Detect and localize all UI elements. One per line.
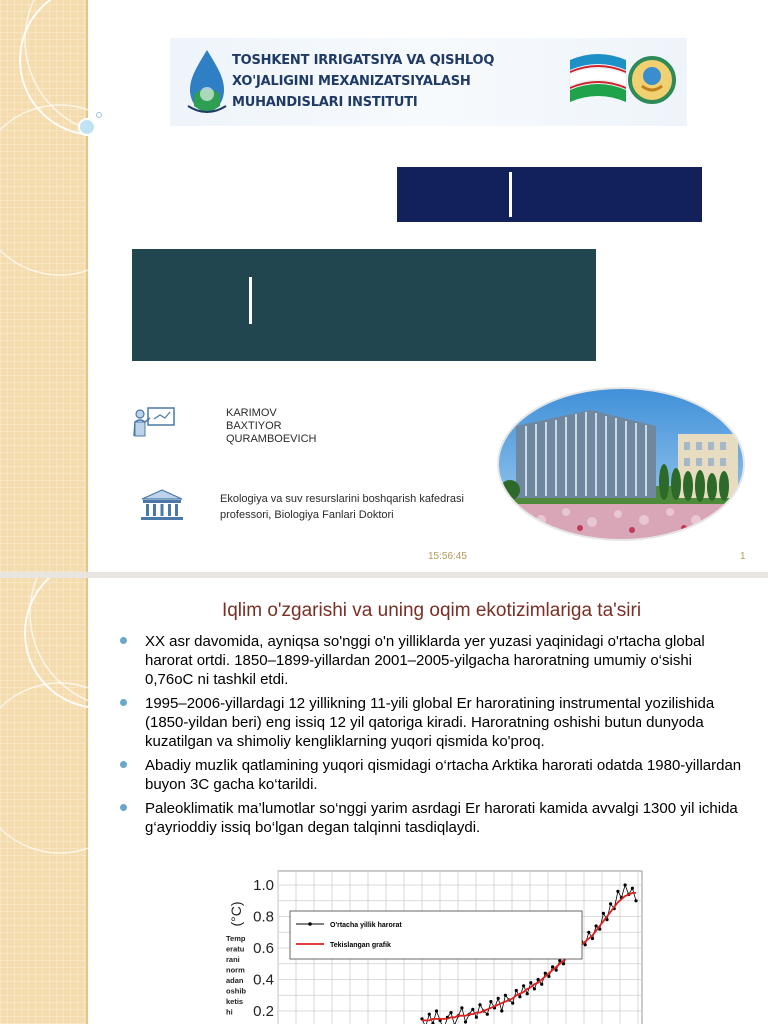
y-tick-label: 0.6 <box>253 940 274 957</box>
data-point-annual <box>595 924 598 927</box>
data-point-annual <box>435 1009 438 1012</box>
bullet-text: XX asr davomida, ayniqsa so'nggi o'n yilliklarda yer yuzasi yaqinidagi o'rtacha global harorat ortdi. 1850–1899-yillardan 2001–2005-yilgacha haroratning umumiy o‘sishi 0,76oC ni tashkil etdi. <box>145 633 705 688</box>
y-axis-label: Temp eratu rani norm adan oshib ketis hi <box>226 934 246 1017</box>
data-point-annual <box>587 931 590 934</box>
data-point-annual <box>624 883 627 886</box>
presentation-subtitle-box[interactable] <box>132 249 596 361</box>
institute-name: TOSHKENT IRRIGATSIYA VA QISHLOQ XO'JALIGINI MEXANIZATSIYALASH MUHANDISLARI INSTITUTI <box>232 53 495 110</box>
data-point-annual <box>529 981 532 984</box>
data-point-annual <box>478 1003 481 1006</box>
data-point-annual <box>500 1009 503 1012</box>
author-name <box>226 407 316 446</box>
temperature-chart-svg <box>222 867 650 1024</box>
temperature-chart <box>222 867 650 1024</box>
author-position: Ekologiya va suv resurslarini boshqarish kafedrasi professori, Biologiya Fanlari Doktori <box>220 493 464 521</box>
y-tick-label: 0.2 <box>253 1003 274 1020</box>
bullet-list <box>118 632 743 842</box>
data-point-annual <box>504 994 507 997</box>
data-point-annual <box>489 1000 492 1003</box>
bullet-text: Paleoklimatik ma’lumotlar so‘nggi yarim asrdagi Er harorati kamida avvalgi 1300 yil ichida g‘ayrioddiy issiq bo‘lgan degan talqinni tasdiqlaydi. <box>145 800 738 836</box>
data-point-annual <box>540 983 543 986</box>
bullet-icon <box>120 637 127 644</box>
data-point-annual <box>609 902 612 905</box>
data-point-annual <box>602 912 605 915</box>
author-first-name: BAXTIYOR <box>226 420 282 432</box>
legend-marker-annual <box>308 922 312 926</box>
data-point-annual <box>515 989 518 992</box>
data-point-annual <box>464 1020 467 1023</box>
slide-number: 1 <box>740 551 746 562</box>
author-patronymic: QURAMBOEVICH <box>226 433 317 445</box>
data-point-annual <box>631 887 634 890</box>
institution-building-icon <box>139 488 185 522</box>
slide-title: Iqlim o'zgarishi va uning oqim ekotizimlariga ta'siri <box>221 600 642 621</box>
bullet-item <box>118 799 743 837</box>
data-point-annual <box>486 1013 489 1016</box>
text-cursor <box>249 277 252 324</box>
data-point-annual <box>518 995 521 998</box>
bullet-icon <box>120 699 127 706</box>
institute-logo-icon <box>184 46 230 118</box>
legend-label-annual: O'rtacha yillik harorat <box>330 922 402 929</box>
data-point-annual <box>460 1006 463 1009</box>
bullet-text: Abadiy muzlik qatlamining yuqori qismidagi o‘rtacha Arktika harorati odatda 1980-yillardan buyon 3C gacha ko‘tarildi. <box>145 757 742 793</box>
bullet-icon <box>120 761 127 768</box>
data-point-annual <box>634 899 637 902</box>
university-building-photo <box>496 386 746 542</box>
bullet-text: 1995–2006-yillardagi 12 yillikning 11-yili global Er haroratining instrumental yozilishida (1850-yildan beri) eng issiq 12 yil qatoriga kiradi. Haroratning oshishi butun dunyoda kuzatilgan va shimoliy kengliklarning yuqori qismida ko'proq. <box>145 695 715 750</box>
legend-box <box>290 911 582 959</box>
bullet-item <box>118 756 743 794</box>
data-point-annual <box>522 984 525 987</box>
institute-banner <box>170 38 687 126</box>
data-point-annual <box>616 890 619 893</box>
presentation-title-box[interactable] <box>397 167 702 222</box>
data-point-annual <box>533 987 536 990</box>
data-point-annual <box>526 992 529 995</box>
author-surname: KARIMOV <box>226 407 277 419</box>
y-axis-unit: (°C) <box>228 901 244 927</box>
legend-label-smoothed: Tekislangan grafik <box>330 942 391 949</box>
y-tick-label: 0.4 <box>253 971 274 989</box>
data-point-annual <box>511 1002 514 1005</box>
data-point-annual <box>428 1013 431 1016</box>
uzbekistan-flag-icon <box>568 46 678 120</box>
bullet-icon <box>120 804 127 811</box>
data-point-annual <box>471 1008 474 1011</box>
content-slide <box>0 578 768 1024</box>
data-point-annual <box>475 1016 478 1019</box>
bullet-item <box>118 694 743 751</box>
text-cursor <box>509 172 512 217</box>
teacher-board-icon <box>132 406 176 438</box>
y-tick-label: 1.0 <box>253 877 274 894</box>
y-tick-label: 0.8 <box>253 908 274 926</box>
data-point-annual <box>497 997 500 1000</box>
data-point-annual <box>449 1011 452 1014</box>
slide-time: 15:56:45 <box>428 551 467 562</box>
bullet-item <box>118 632 743 689</box>
